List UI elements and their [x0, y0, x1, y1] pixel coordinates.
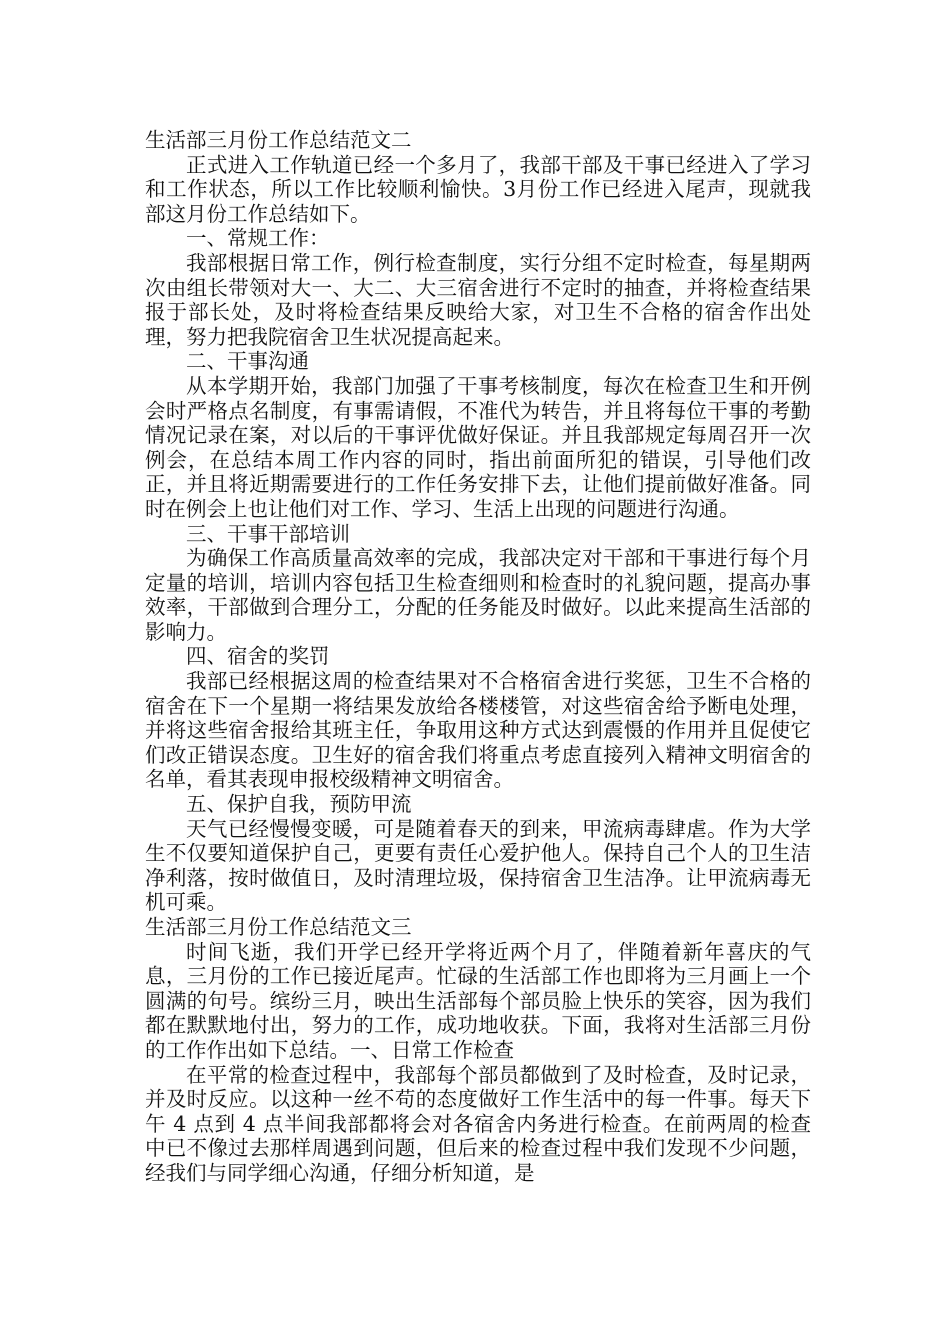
paragraph: 在平常的检查过程中，我部每个部员都做到了及时检查，及时记录，并及时反应。以这种一丝不苟的态度做好工作生活中的每一件事。每天下午 4 点到 4 点半间我部都将会对各宿舍内务进行检查。在前两周的检查中已不像过去那样周遇到问题，但后来的检查过程中我们发现不少问题，经我们与同学细心沟通，仔细分析知道，是	[145, 1062, 811, 1185]
section-title: 生活部三月份工作总结范文三	[145, 915, 412, 939]
subheading: 三、干事干部培训	[186, 521, 350, 546]
document-body	[145, 128, 811, 1186]
paragraph: 我部根据日常工作，例行检查制度，实行分组不定时检查，每星期两次由组长带领对大一、大二、大三宿舍进行不定时的抽查，并将检查结果报于部长处，及时将检查结果反映给大家，对卫生不合格的宿舍作出处理，努力把我院宿舍卫生状况提高起来。	[145, 250, 811, 349]
paragraph: 为确保工作高质量高效率的完成，我部决定对干部和干事进行每个月定量的培训，培训内容包括卫生检查细则和检查时的礼貌问题，提高办事效率，干部做到合理分工，分配的任务能及时做好。以此来提高生活部的影响力。	[145, 546, 811, 644]
subheading: 一、常规工作：	[186, 226, 330, 251]
paragraph: 正式进入工作轨道已经一个多月了，我部干部及干事已经进入了学习和工作状态，所以工作比较顺利愉快。3月份工作已经进入尾声，现就我部这月份工作总结如下。	[145, 152, 811, 226]
paragraph: 我部已经根据这周的检查结果对不合格宿舍进行奖惩，卫生不合格的宿舍在下一个星期一将结果发放给各楼楼管，对这些宿舍给予断电处理，并将这些宿舍报给其班主任，争取用这种方式达到震慑的作用并且促使它们改正错误态度。卫生好的宿舍我们将重点考虑直接列入精神文明宿舍的名单，看其表现申报校级精神文明宿舍。	[145, 669, 811, 792]
subheading: 二、干事沟通	[186, 349, 309, 374]
section-title: 生活部三月份工作总结范文二	[145, 128, 412, 152]
subheading: 四、宿舍的奖罚	[186, 644, 330, 669]
paragraph: 从本学期开始，我部门加强了干事考核制度，每次在检查卫生和开例会时严格点名制度，有事需请假，不准代为转告，并且将每位干事的考勤情况记录在案，对以后的干事评优做好保证。并且我部规定每周召开一次例会，在总结本周工作内容的同时，指出前面所犯的错误，引导他们改正，并且将近期需要进行的工作任务安排下去，让他们提前做好准备。同时在例会上也让他们对工作、学习、生活上出现的问题进行沟通。	[145, 373, 811, 521]
paragraph: 天气已经慢慢变暖，可是随着春天的到来，甲流病毒肆虐。作为大学生不仅要知道保护自己，更要有责任心爱护他人。保持自己个人的卫生洁净利落，按时做值日，及时清理垃圾，保持宿舍卫生洁净。让甲流病毒无机可乘。	[145, 816, 811, 915]
subheading: 五、保护自我，预防甲流	[186, 792, 412, 817]
paragraph: 时间飞逝，我们开学已经开学将近两个月了，伴随着新年喜庆的气息，三月份的工作已接近尾声。忙碌的生活部工作也即将为三月画上一个圆满的句号。缤纷三月，映出生活部每个部员脸上快乐的笑容，因为我们都在默默地付出，努力的工作，成功地收获。下面，我将对生活部三月份的工作作出如下总结。一、日常工作检查	[145, 939, 811, 1062]
